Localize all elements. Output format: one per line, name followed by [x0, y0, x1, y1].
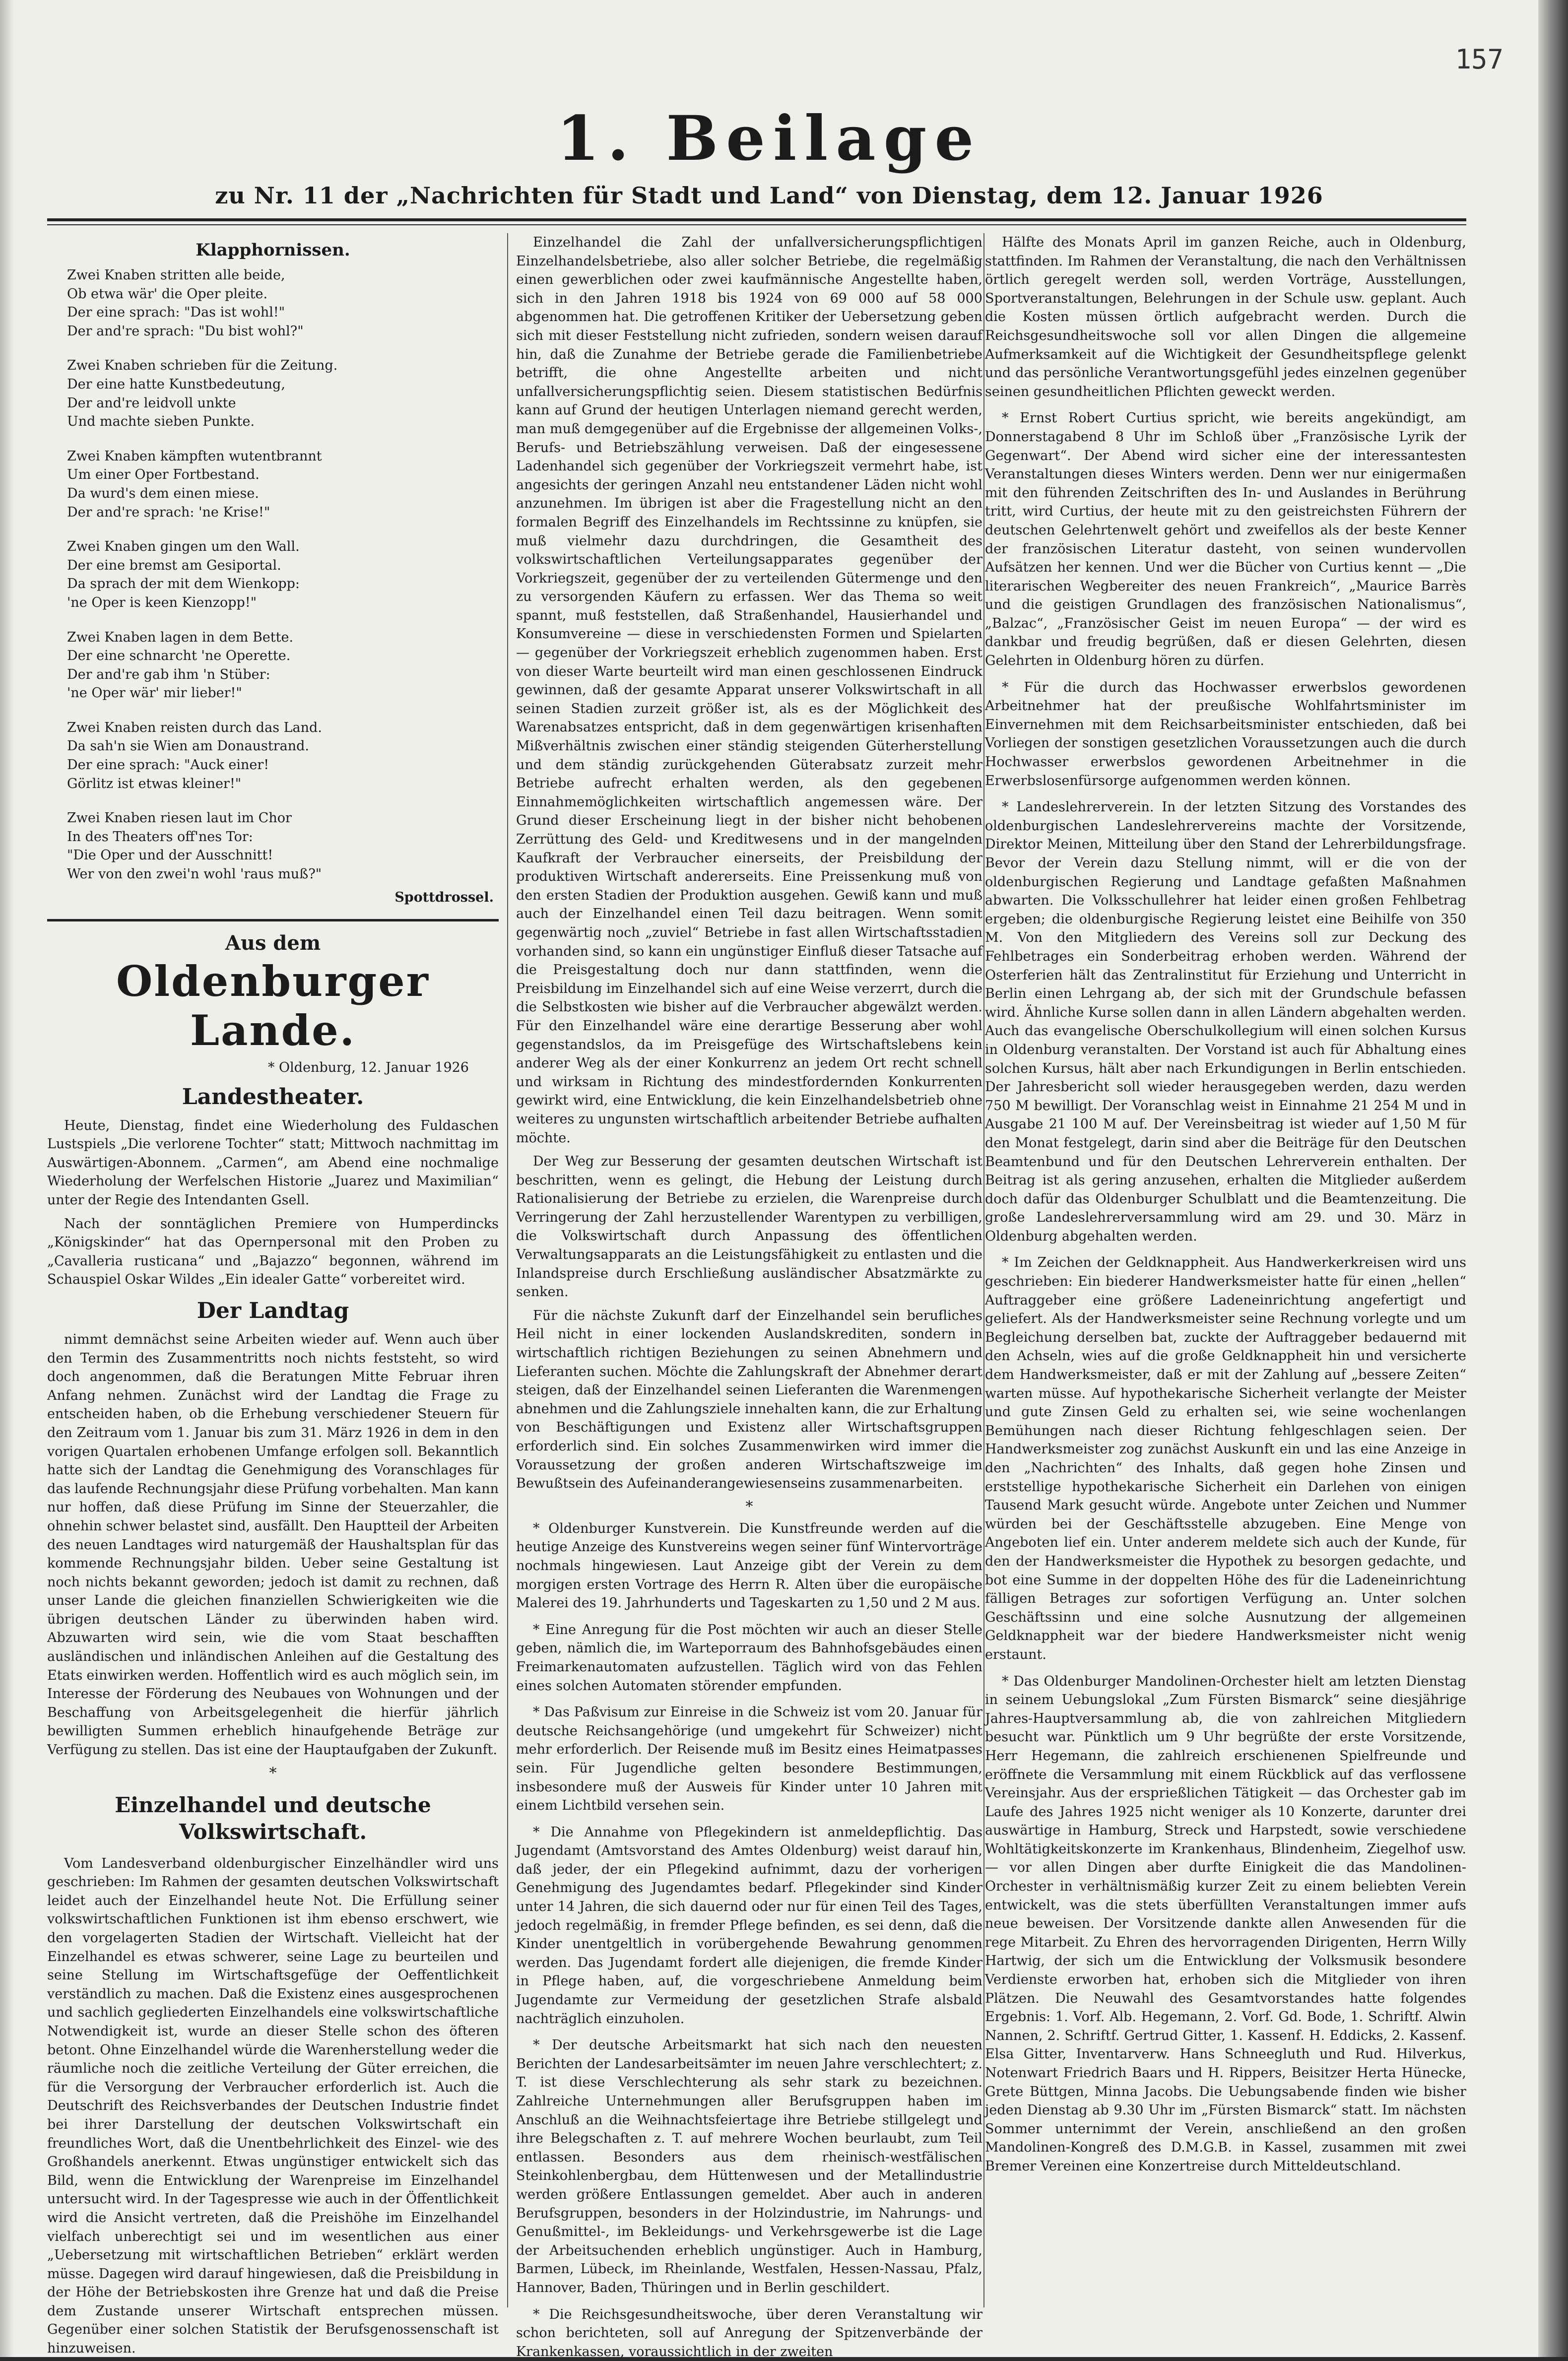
news-note: * Die Annahme von Pflegekindern ist anmeldepflichtig. Das Jugendamt (Amtsvorstand des Amtes Oldenburg) weist darauf hin, daß jeder, der ein Pflegekind aufnimmt, dazu der vorherigen Genehmigung des Jugendamtes bedarf. Pflegekinder sind Kinder unter 14 Jahren, die sich dauernd oder nur für einen Teil des Tages, jedoch regelmäßig, in fremder Pflege befinden, es sei denn, daß die Kinder unentgeltlich in vorübergehende Bewahrung genommen werden. Das Jugendamt fordert alle diejenigen, die fremde Kinder in Pflege haben, auf, die vorgeschriebene Anmeldung beim Jugendamte zur Vermeidung der gesetzlichen Strafe alsbald nachträglich einzuholen.	[516, 1824, 982, 2027]
news-note: Hälfte des Monats April im ganzen Reiche, auch in Oldenburg, stattfinden. Im Rahmen der Veranstaltung, die nach den Verhältnissen örtlich geregelt werden soll, werden Vorträge, Ausstellungen, Sportveranstaltungen, Belehrungen in der Schule usw. geplant. Auch die Kosten müssen örtlich aufgebracht werden. Durch die Reichsgesundheitswoche soll vor allen Dingen die allgemeine Aufmerksamkeit auf die Wichtigkeit der Gesundheitspflege gelenkt und das persönliche Verantwortungsgefühl jedes einzelnen gegenüber seinen gesundheitlichen Pflichten geweckt werden.	[985, 235, 1466, 399]
poem-line: 'ne Oper is keen Kienzopp!"	[67, 594, 257, 610]
column-3	[985, 233, 1466, 2307]
news-note: * Oldenburger Kunstverein. Die Kunstfreunde werden auf die heutige Anzeige des Kunstvereins wegen seiner fünf Wintervorträge nochmals hingewiesen. Laut Anzeige gibt der Verein zu dem morgigen ersten Vortrage des Herrn R. Alten über die europäische Malerei des 19. Jahrhunderts und Tageskarten zu 1,50 und 2 M aus.	[516, 1520, 982, 1611]
poem-line: Der and're gab ihm 'n Stüber:	[67, 666, 270, 682]
poem-stanza	[67, 719, 499, 793]
news-note: * Ernst Robert Curtius spricht, wie bereits angekündigt, am Donnerstagabend 8 Uhr im Schloß über „Französische Lyrik der Gegenwart“. Der Abend wird sicher eine der interessantesten Veranstaltungen dieses Winters werden. Denn wer nur einigermaßen mit den führenden Zeitschriften des In- und Auslandes in Berührung tritt, wird Curtius, der heute mit zu den geistreichsten Führern der deutschen Gelehrtenwelt gehört und zweifellos als der beste Kenner der französischen Literatur dasteht, von seinen wundervollen Aufsätzen her kennen. Und wer die Bücher von Curtius kennt — „Die literarischen Wegbereiter des neuen Frankreich“, „Maurice Barrès und die geistigen Grundlagen des französischen Nationalismus“, „Balzac“, „Französischer Geist im neuen Europa“ — der wird es dankbar und freudig begrüßen, daß er diesen Gelehrten, diesen Gelehrten in Oldenburg hören zu dürfen.	[985, 410, 1466, 669]
poem-line: Der and're sprach: 'ne Krise!"	[67, 504, 270, 520]
poem-line: Ob etwa wär' die Oper pleite.	[67, 286, 268, 302]
article-heading: Der Landtag	[196, 1298, 349, 1323]
paragraph: Der Weg zur Besserung der gesamten deutschen Wirtschaft ist beschritten, wenn es gelingt, die Hebung der Leistung durch Rationalisierung der Betriebe zu erzielen, die Warenpreise durch Verringerung der Zahl herzustellender Warentypen zu verbilligen, die Volkswirtschaft durch Anpassung des öffentlichen Verwaltungsapparats an die Leistungsfähigkeit zu entlasten und die Inlandspreise durch Erschließung ausländischer Absatzmärkte zu senken.	[516, 1154, 982, 1300]
article-body	[47, 1116, 499, 1289]
poem-line: Der eine bremst am Gesiportal.	[67, 557, 281, 573]
poem-line: "Die Oper und der Ausschnitt!	[67, 848, 273, 863]
poem-line: In des Theaters off'nes Tor:	[67, 829, 253, 845]
news-note: * Für die durch das Hochwasser erwerbslos gewordenen Arbeitnehmer hat der preußische Wohlfahrtsminister im Einvernehmen mit dem Reichsarbeitsminister entschieden, daß bei Vorliegen der sonstigen gesetzlichen Voraussetzungen auch die durch Hochwasser erwerbslos gewordenen Arbeitnehmer in die Erwerbslosenfürsorge aufgenommen werden können.	[985, 679, 1466, 788]
poem-line: Da wurd's dem einen miese.	[67, 485, 259, 501]
section-rule	[47, 919, 499, 921]
poem-line: Zwei Knaben reisten durch das Land.	[67, 720, 322, 735]
poem-line: Um einer Oper Fortbestand.	[67, 467, 260, 483]
poem-line: Der and're leidvoll unkte	[67, 395, 236, 411]
poem-line: Der and're sprach: "Du bist wohl?"	[67, 323, 304, 339]
news-note: * Die Reichsgesundheitswoche, über deren Veranstaltung wir schon berichteten, soll auf Anregung der Spitzenverbände der Krankenkassen, voraussichtlich in der zweiten	[516, 2306, 982, 2360]
news-note: * Der deutsche Arbeitsmarkt hat sich nach den neuesten Berichten der Landesarbeitsämter im neuen Jahre verschlechtert; z. T. ist diese Verschlechterung als sehr stark zu bezeichnen. Zahlreiche Unternehmungen aller Berufsgruppen haben im Anschluß an die Weihnachtsfeiertage ihre Betriebe stillgelegt und ihre Belegschaften z. T. auf mehrere Wochen beurlaubt, zum Teil entlassen. Besonders aus dem rheinisch-westfälischen Steinkohlenbergbau, dem Hüttenwesen und der Metallindustrie werden größere Entlassungen gemeldet. Aber auch in anderen Berufsgruppen, besonders in der Holzindustrie, im Nahrungs- und Genußmittel-, im Bekleidungs- und Verkehrsgewerbe ist die Lage der Arbeitsuchenden erheblich ungünstiger. Auch in Hamburg, Barmen, Lübeck, im Rheinlande, Westfalen, Hessen-Nassau, Pfalz, Hannover, Baden, Thüringen und in Berlin geschildert.	[516, 2037, 982, 2295]
article-body	[47, 1330, 499, 1760]
separator-star: *	[745, 1498, 753, 1515]
supplement-subtitle: zu Nr. 11 der „Nachrichten für Stadt und Land“ von Dienstag, dem 12. Januar 1926	[215, 182, 1323, 209]
column-divider	[507, 233, 508, 2307]
news-note: * Das Paßvisum zur Einreise in die Schweiz ist vom 20. Januar für deutsche Reichsangehörige (und umgekehrt für Schweizer) nicht mehr erforderlich. Der Reisende muß im Besitz eines Heimatpasses sein. Für Jugendliche gelten besondere Bestimmungen, insbesondere muß der Ausweis für Kinder unter 10 Jahren mit einem Lichtbild versehen sein.	[516, 1705, 982, 1814]
poem-line: Zwei Knaben gingen um den Wall.	[67, 539, 300, 555]
article-body	[47, 1854, 499, 2358]
paragraph: Heute, Dienstag, findet eine Wiederholung des Fuldaschen Lustspiels „Die verlorene Tochter“ statt; Mittwoch nachmittag im Auswärtigen-Abonnem. „Carmen“, am Abend eine nochmalige Wiederholung der Werfelschen Historie „Juarez und Maximilian“ unter der Regie des Intendanten Gsell.	[47, 1117, 499, 1208]
poem-title: Klapphornissen.	[196, 240, 350, 260]
poem-line: Zwei Knaben kämpften wutentbrannt	[67, 448, 322, 464]
poem-stanza	[67, 356, 499, 431]
article-heading: Landestheater.	[182, 1084, 364, 1110]
paragraph: Für die nächste Zukunft darf der Einzelhandel sein berufliches Heil nicht in einer lockenden Auslandskrediten, sondern in wirtschaftlich richtigen Beziehungen zu seinen Abnehmern und Lieferanten suchen. Möchte die Zahlungskraft der Abnehmer derart steigen, daß der Einzelhandel seinen Lieferanten die Warenmengen abnehmen und die Zahlungsziele innehalten kann, die zur Erhaltung von Beschäftigungen und Existenz aller Wirtschaftsgruppen erforderlich sind. Ein solches Zusammenwirken wird immer die Voraussetzung der großen anderen Wirtschaftszweige im Bewußtsein des Aufeinanderangewiesenseins zusammenarbeiten.	[516, 1308, 982, 1492]
news-note: * Eine Anregung für die Post möchten wir auch an dieser Stelle geben, nämlich die, im Warteporraum des Bahnhofsgebäudes einen Freimarkenautomaten aufzustellen. Täglich wird von das Fehlen eines solchen Automaten störender empfunden.	[516, 1622, 982, 1694]
poem-line: Zwei Knaben lagen in dem Bette.	[67, 629, 294, 645]
poem-line: Zwei Knaben stritten alle beide,	[67, 267, 285, 283]
news-note: * Landeslehrerverein. In der letzten Sitzung des Vorstandes des oldenburgischen Landeslehrervereins machte der Vorsitzende, Direktor Meinen, Mitteilung über den Stand der Lehrerbildungsfrage. Bevor der Verein dazu Stellung nimmt, will er die von der oldenburgischen Regierung und Landtage gefaßten Maßnahmen abwarten. Die Volksschullehrer hat leider einen großen Fehlbetrag ergeben; die oldenburgische Regierung leistet eine Beihilfe von 350 M. Von den Mitgliedern des Vereins soll zur Deckung des Fehlbetrages ein Sonderbeitrag erhoben werden. Während der Osterferien hält das Zentralinstitut für Erziehung und Unterricht in Berlin einen Lehrgang ab, der sich mit der Grundschule befassen wird. Ähnliche Kurse sollen dann in allen Ländern abgehalten werden. Auch das evangelische Oberschulkollegium will einen solchen Kursus in Oldenburg veranstalten. Der Vorstand ist auch für Abhaltung eines solchen Kursus, hält aber nach Erkundigungen in Berlin entschieden. Der Jahresbericht soll wieder herausgegeben werden, dazu werden 750 M bewilligt. Der Voranschlag weist in Einnahme 21 254 M und in Ausgabe 21 100 M auf. Der Vereinsbeitrag ist wieder auf 1,50 M für den Monat festgelegt, darin sind aber die Beiträge für den Deutschen Beamtenbund und für den Deutschen Lehrerverein enthalten. Der Beitrag ist als gering anzusehen, erhalten die Mitglieder außerdem doch dafür das Oldenburger Schulblatt und die Beamtenzeitung. Die große Landeslehrerversammlung wird am 29. und 30. März in Oldenburg abgehalten werden.	[985, 799, 1466, 1244]
section-title: Oldenburger Lande.	[116, 956, 430, 1055]
poem-stanza	[67, 447, 499, 522]
news-note: * Im Zeichen der Geldknappheit. Aus Handwerkerkreisen wird uns geschrieben: Ein biederer Handwerksmeister hatte für einen „hellen“ Auftraggeber eine größere Ladeneinrichtung angefertigt und geliefert. Als der Handwerksmeister seine Rechnung vorlegte und um Begleichung derselben bat, zuckte der Auftraggeber bedauernd mit den Achseln, wies auf die große Geldknappheit hin und versicherte dem Handwerksmeister, daß er mit der Zahlung auf „bessere Zeiten“ warten müsse. Auf hypothekarische Sicherheit verlangte der Meister und gute Zinsen Geld zu erhalten sei, wie seine wochenlangen Bemühungen nach dieser Richtung fehlgeschlagen seien. Der Handwerksmeister zog zunächst Auskunft ein und las eine Anzeige in den „Nachrichten“ des Inhalts, daß gegen hohe Zinsen und erststellige hypothekarische Sicherheit ein Darlehen von einigen Tausend Mark gesucht würde. Angebote unter Zeichen und Nummer würden bei der Geschäftsstelle abzugeben. Eine Menge von Angeboten lief ein. Unter anderem meldete sich auch der Kunde, für den der Handwerksmeister die Hypothek zu besorgen gedachte, und bot eine Summe in der doppelten Höhe des für die Ladeneinrichtung fälligen Betrages zur sofortigen Verfügung an. Unter solchen Geschäftssinn und eine solche Ausnutzung der allgemeinen Geldknappheit war der biedere Handwerksmeister nicht wenig erstaunt.	[985, 1255, 1466, 1662]
column-divider	[983, 233, 984, 2307]
poem-line: Und machte sieben Punkte.	[67, 414, 255, 430]
poem-stanza	[67, 628, 499, 703]
supplement-title: 1. Beilage	[556, 103, 982, 175]
poem-line: Wer von den zwei'n wohl 'raus muß?"	[67, 866, 322, 882]
page-number: 157	[1455, 44, 1503, 75]
poem-line: Zwei Knaben schrieben für die Zeitung.	[67, 358, 338, 374]
page-header	[0, 103, 1538, 209]
poem-line: 'ne Oper wär' mir lieber!"	[67, 685, 242, 701]
news-notes	[985, 233, 1466, 2176]
header-rule	[47, 218, 1466, 221]
dateline: * Oldenburg, 12. Januar 1926	[267, 1059, 469, 1075]
poem-stanza	[67, 537, 499, 612]
article-body	[516, 233, 982, 1493]
page-gutter-shadow	[0, 0, 14, 2357]
paragraph: Vom Landesverband oldenburgischer Einzelhändler wird uns geschrieben: Im Rahmen der gesamten deutschen Volkswirtschaft leidet auch der Einzelhandel heute Not. Die Erfüllung seiner volkswirtschaftlichen Funktionen ist ihm ebenso erschwert, wie den vorgelagerten Stadien der Wirtschaft. Vielleicht hat der Einzelhandel es etwas schwerer, seine Lage zu beurteilen und seine Stellung im Wirtschaftsgefüge der Oeffentlichkeit verständlich zu machen. Daß die Existenz eines ausgesprochenen und sachlich gegliederten Einzelhandels eine volkswirtschaftliche Notwendigkeit ist, wurde an dieser Stelle schon des öfteren betont. Ohne Einzelhandel würde die Warenherstellung weder die räumliche noch die zeitliche Verteilung der Güter erreichen, die für die Versorgung der Verbraucher erforderlich ist. Auch die Deutschrift des Reichsverbandes der Deutschen Industrie findet bei ihrer Darstellung der deutschen Volkswirtschaft ein freundliches Wort, daß die Unentbehrlichkeit des Einzel- wie des Großhandels anerkennt. Etwas ungünstiger entwickelt sich das Bild, wenn die Entwicklung der Warenpreise im Einzelhandel untersucht wird. In der Tagespresse wie auch in der Öffentlichkeit wird die Ansicht vertreten, daß die Preishöhe im Einzelhandel vielfach unberechtigt sei und im wesentlichen aus einer „Uebersetzung mit wirtschaftlichen Betrieben“ erklärt werden müsse. Dagegen wird darauf hingewiesen, daß die Preisbildung in der Höhe der Betriebskosten ihre Grenze hat und daß die Preise dem Zustande unserer Wirtschaft entsprechen müssen. Gegenüber einer solchen Statistik der Berufsgenossenschaft ist hinzuweisen.	[47, 1855, 499, 2357]
news-note: * Das Oldenburger Mandolinen-Orchester hielt am letzten Dienstag in seinem Uebungslokal „Zum Fürsten Bismarck“ seine diesjährige Jahres-Hauptversammlung ab, die von zahlreichen Mitgliedern besucht war. Pünktlich um 9 Uhr begrüßte der erste Vorsitzende, Herr Hegemann, die zahlreich erschienenen Spielfreunde und eröffnete die Versammlung mit einem Rückblick auf das verflossene Vereinsjahr. Aus der ersprießlichen Tätigkeit — das Orchester gab im Laufe des Jahres 1925 nicht weniger als 10 Konzerte, darunter drei auswärtige in Hamburg, Streck und Harpstedt, sowie verschiedene Wohltätigkeitskonzerte im Krankenhaus, Blindenheim, Ziegelhof usw. — vor allen Dingen aber durfte Einigkeit die das Mandolinen-Orchester in verhältnismäßig kurzer Zeit zu einem beliebten Verein entwickelt, was die stets überfüllten Veranstaltungen immer aufs neue beweisen. Der Vorsitzende dankte allen Anwesenden für die rege Mitarbeit. Zu Ehren des hervorragenden Dirigenten, Herrn Willy Hartwig, der sich um die Entwicklung der Volksmusik besondere Verdienste erworben hat, erhoben sich die Mitglieder von ihren Plätzen. Die Neuwahl des Gesamtvorstandes hatte folgendes Ergebnis: 1. Vorf. Alb. Hegemann, 2. Vorf. Gd. Bode, 1. Schriftf. Alwin Nannen, 2. Schriftf. Gertrud Gitter, 1. Kassenf. H. Eddicks, 2. Kassenf. Elsa Gitter, Inventarverw. Hans Schneegluth und Rud. Hilverkus, Notenwart Friedrich Baars und H. Rippers, Beisitzer Herta Hünecke, Grete Büttgen, Minna Jacobs. Die Uebungsabende finden wie bisher jeden Dienstag ab 9.30 Uhr im „Fürsten Bismarck“ statt. Im nächsten Sommer unternimmt der Verein, anschließend an den großen Mandolinen-Kongreß des D.M.G.B. in Kassel, zusammen mit zwei Bremer Vereinen eine Konzertreise durch Mitteldeutschland.	[985, 1673, 1466, 2174]
paragraph: Nach der sonntäglichen Premiere von Humperdincks „Königskinder“ hat das Opernpersonal mit den Proben zu „Cavalleria rusticana“ und „Bajazzo“ begonnen, während im Schauspiel Oskar Wildes „Ein idealer Gatte“ vorbereitet wird.	[47, 1216, 499, 1288]
poem-line: Da sah'n sie Wien am Donaustrand.	[67, 738, 310, 754]
poem-line: Da sprach der mit dem Wienkopp:	[67, 576, 300, 592]
column-2	[516, 233, 982, 2360]
poem-line: Der eine sprach: "Das ist wohl!"	[67, 305, 285, 321]
poem-line: Der eine schnarcht 'ne Operette.	[67, 648, 291, 664]
section-pre-title: Aus dem	[225, 931, 321, 955]
poem-line: Görlitz ist etwas kleiner!"	[67, 776, 242, 791]
paragraph: nimmt demnächst seine Arbeiten wieder auf. Wenn auch über den Termin des Zusammentritts noch nichts feststeht, so wird doch angenommen, daß die Beratungen Mitte Februar ihren Anfang nehmen. Zunächst wird der Landtag die Frage zu entscheiden haben, ob die Erhebung verschiedener Steuern für den Zeitraum vom 1. Januar bis zum 31. März 1926 in dem in den vorigen Quartalen erhobenen Umfange erfolgen soll. Bekanntlich hatte sich der Landtag die Genehmigung des Voranschlages für das laufende Rechnungsjahr diese Prüfung vorbehalten. Man kann nur hoffen, daß diese Prüfung im Sinne der Steuerzahler, die ohnehin schwer belastet sind, ausfällt. Den Hauptteil der Arbeiten des neuen Landtages wird naturgemäß der Haushaltsplan für das kommende Rechnungsjahr bilden. Ueber seine Gestaltung ist noch nichts bekannt geworden; jedoch ist damit zu rechnen, daß unser Lande die gleichen finanziellen Schwierigkeiten wie die übrigen deutschen Länder zu überwinden haben wird. Abzuwarten wird sein, wie die vom Staat beschafften ausländischen und inländischen Anleihen auf die Gestaltung des Etats einwirken werden. Hoffentlich wird es auch möglich sein, im Interesse der Förderung des Neubaues von Wohnungen und der Beschaffung von Arbeitsgelegenheit die hierfür jährlich bewilligten Summen erheblich hinaufgehende Beträge zur Verfügung zu stellen. Das ist eine der Hauptaufgaben der Zukunft.	[47, 1331, 499, 1758]
poem-stanza	[67, 266, 499, 340]
column-1	[47, 233, 499, 2357]
poem-line: Der eine hatte Kunstbedeutung,	[67, 376, 285, 392]
separator-star: *	[269, 1764, 277, 1782]
poem-line: Zwei Knaben riesen laut im Chor	[67, 810, 292, 826]
article-heading: Einzelhandel und deutsche Volkswirtschaft.	[115, 1792, 431, 1844]
header-rule-thin	[47, 224, 1466, 225]
book-spine-edge	[1538, 0, 1568, 2357]
poem	[47, 266, 499, 884]
poem-line: Der eine sprach: "Auck einer!	[67, 757, 269, 773]
poem-stanza	[67, 809, 499, 883]
poem-signature: Spottdrossel.	[394, 889, 494, 905]
news-notes	[516, 1519, 982, 2361]
paragraph: Einzelhandel die Zahl der unfallversicherungspflichtigen Einzelhandelsbetriebe, also aller solcher Betriebe, die regelmäßig einen gewerblichen oder zwei kaufmännische Angestellte haben, sich in den Jahren 1918 bis 1924 von 69 000 auf 58 000 abgenommen hat. Die getroffenen Kritiker der Uebersetzung geben sich mit dieser Feststellung nicht zufrieden, sondern weisen darauf hin, daß die Zunahme der Betriebe gerade die Familienbetriebe betrifft, die ohne Angestellte arbeiten und nicht unfallversicherungspflichtig seien. Diesem statistischen Bedürfnis kann auf Grund der heutigen Unterlagen niemand gerecht werden, man muß demgegenüber auf die Ergebnisse der allgemeinen Volks-, Berufs- und Betriebszählung verweisen. Daß der eingesessene Ladenhandel sich gegenüber der Vorkriegszeit vermehrt habe, ist angesichts der geringen Anzahl neu entstandener Läden nicht wohl anzunehmen. Im übrigen ist aber die Fragestellung nicht an den formalen Begriff des Einzelhandels im Rechtssinne zu knüpfen, sie muß vielmehr dazu durchdringen, die Gesamtheit des volkswirtschaftlichen Verteilungsapparates gegenüber der Vorkriegszeit, gegenüber der zu verteilenden Gütermenge und den zu versorgenden Käufern zu erfassen. Wer das Thema so weit spannt, muß feststellen, daß Straßenhandel, Hausierhandel und Konsumvereine — diese in verschiedensten Formen und Spielarten — gegenüber der Vorkriegszeit erheblich zugenommen haben. Erst von dieser Warte beurteilt wird man einen geschlossenen Eindruck gewinnen, daß der gesamte Apparat unserer Volkswirtschaft in all seinen Stadien zurzeit größer ist, als es der Möglichkeit des Warenabsatzes entspricht, daß in dem gegenwärtigen krisenhaften Mißverhältnis zwischen einer ständig steigenden Güterherstellung und dem ständig zurückgehenden Güterabsatz zurzeit mehr Betriebe aufrecht erhalten werden, als den gegebenen Einnahmemöglichkeiten wirtschaftlich angemessen wäre. Der Grund dieser Erscheinung liegt in der bisher nicht behobenen Zerrüttung des Geld- und Kreditwesens und in der mangelnden Kaufkraft der Verbraucher einerseits, der Preisbildung der produktiven Wirtschaft andererseits. Eine Preissenkung muß von den ersten Stadien der Produktion ausgehen. Gewiß kann und muß auch der Einzelhandel einen Teil dazu beitragen. Wenn somit gegenwärtig noch „zuviel“ Betriebe in fast allen Wirtschaftsstadien vorhanden sind, so kann ein ungünstiger Einfluß dieser Tatsache auf die Preisgestaltung doch nur dann stattfinden, wenn die Preisbildung im Einzelhandel sich auf eine Weise verzerrt, durch die die Selbstkosten wie bisher auf die Verbraucher abgewälzt werden. Für den Einzelhandel wäre eine derartige Besserung aber wohl gegenstandslos, da im Preisgefüge des Wirtschaftslebens kein anderer Weg als der einer Konkurrenz an jedem Ort recht schnell und wirksam in Richtung des mindestfordernden Konkurrenten gewirkt wird, eine Entwicklung, die kein Einzelhandelsbetrieb ohne weiteres zu ungunsten wirtschaftlich arbeitender Betriebe aufhalten möchte.	[516, 235, 982, 1146]
